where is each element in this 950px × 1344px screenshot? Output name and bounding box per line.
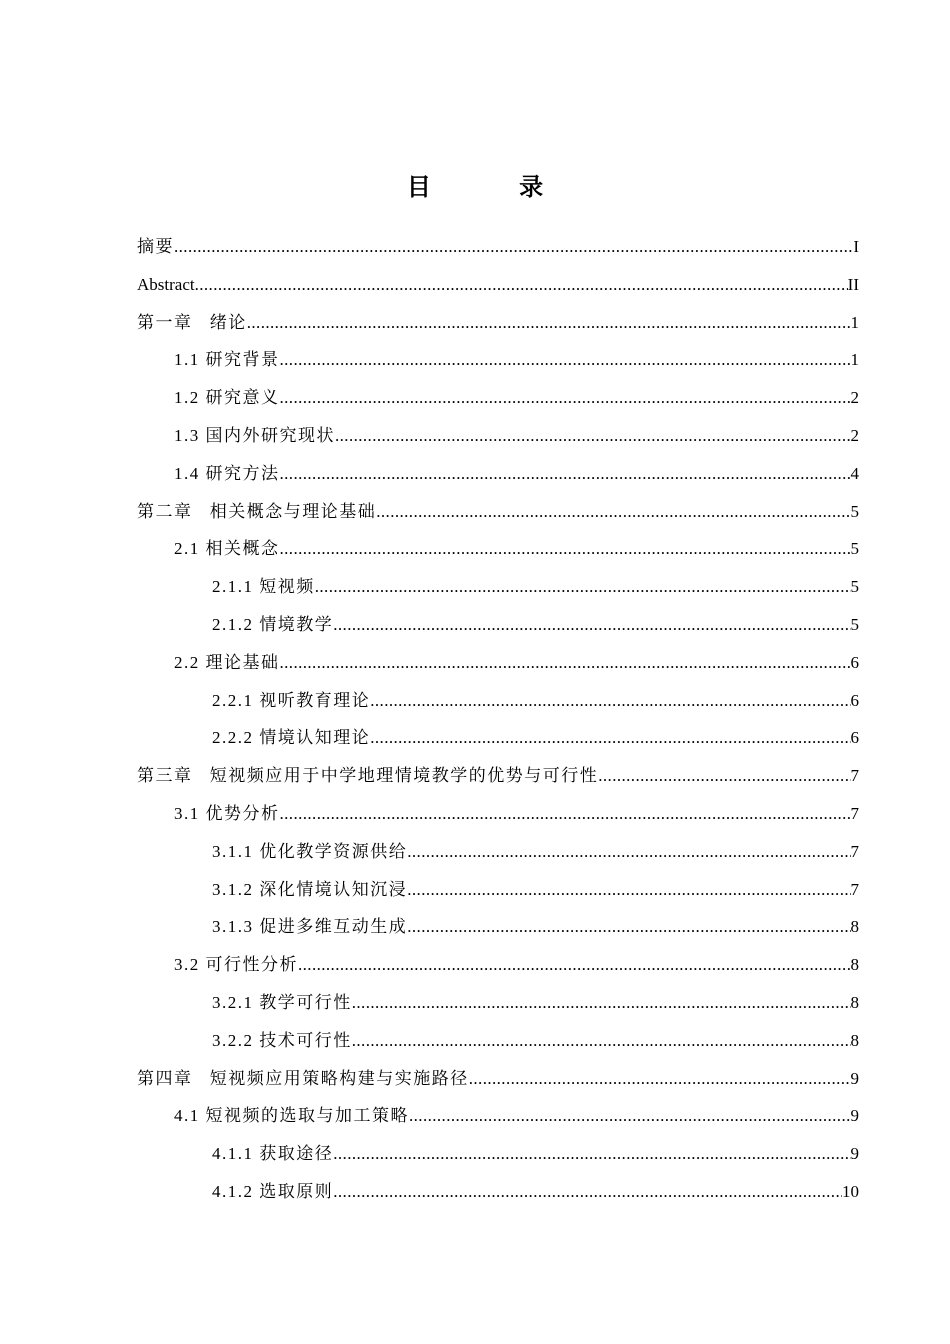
toc-entry[interactable] [137,341,859,379]
toc-entry[interactable] [137,304,859,342]
toc-entry-page-number: 8 [850,1030,859,1050]
toc-entry-page-number: 5 [850,501,859,521]
toc-dot-leader [370,719,850,757]
toc-entry-page-number: 4 [850,463,859,483]
toc-dot-leader [469,1060,851,1098]
toc-entry[interactable] [137,493,859,531]
toc-entry-page-number: 2 [850,388,859,408]
toc-entry-page-number: 9 [850,1144,859,1164]
toc-dot-leader [352,984,851,1022]
toc-entry-page-number: 6 [850,652,859,672]
toc-entry-label: 3.2.1 教学可行性 [212,992,352,1012]
toc-dot-leader [598,757,850,795]
toc-entry[interactable] [137,455,859,493]
toc-dot-leader [333,1135,850,1173]
toc-entry[interactable] [137,984,859,1022]
toc-dot-leader [376,493,850,531]
toc-entry[interactable] [137,1060,859,1098]
toc-entry-page-number: 9 [850,1068,859,1088]
toc-entry[interactable] [137,871,859,909]
toc-entry-page-number: 1 [850,312,859,332]
toc-entry-label: 2.2.2 情境认知理论 [212,728,371,748]
toc-entry[interactable] [137,266,859,304]
toc-entry-label: 摘要 [137,237,174,256]
toc-dot-leader [280,341,851,379]
toc-dot-leader [315,568,851,606]
toc-dot-leader [280,644,851,682]
toc-entry[interactable] [137,682,859,720]
toc-entry-label: 3.2.2 技术可行性 [212,1030,352,1050]
toc-entry-label: 3.2 可行性分析 [174,955,298,975]
toc-entry[interactable] [137,795,859,833]
toc-dot-leader [407,871,850,909]
toc-entry-label: 1.1 研究背景 [174,350,280,370]
toc-dot-leader [333,606,850,644]
toc-entry[interactable] [137,606,859,644]
toc-dot-leader [409,1097,851,1135]
toc-entry-page-number: 1 [850,350,859,370]
toc-dot-leader [195,266,848,304]
toc-entry[interactable] [137,530,859,568]
toc-entry-page-number: 7 [850,766,859,786]
toc-dot-leader [280,455,851,493]
toc-entry-label: 2.1 相关概念 [174,539,280,559]
toc-entry-label: 3.1.2 深化情境认知沉浸 [212,879,408,899]
toc-dot-leader [280,379,851,417]
toc-entry[interactable] [137,1173,859,1211]
toc-entry-page-number: 6 [850,690,859,710]
toc-entry-page-number: 10 [842,1181,859,1201]
toc-entry-page-number: 7 [850,803,859,823]
toc-entry-label: 4.1.2 选取原则 [212,1181,334,1201]
toc-entry-label: Abstract [137,274,195,294]
toc-dot-leader [280,795,851,833]
toc-entry[interactable] [137,228,859,266]
toc-entry[interactable] [137,908,859,946]
toc-entry-page-number: II [847,274,859,294]
toc-entry-label: 2.1.2 情境教学 [212,614,334,634]
toc-entry-label: 2.2.1 视听教育理论 [212,690,371,710]
toc-entry-page-number: 9 [850,1106,859,1126]
toc-entry[interactable] [137,644,859,682]
toc-entry[interactable] [137,568,859,606]
toc-dot-leader [407,908,850,946]
toc-dot-leader [407,833,850,871]
toc-entry-label: 4.1.1 获取途径 [212,1144,334,1164]
toc-entry-page-number: I [853,237,859,256]
toc-entry-page-number: 8 [850,992,859,1012]
toc-entry-page-number: 2 [850,425,859,445]
toc-entry-label: 4.1 短视频的选取与加工策略 [174,1106,409,1126]
toc-entry-label: 第一章 绪论 [137,312,247,332]
toc-dot-leader [352,1022,851,1060]
toc-entry-page-number: 5 [850,577,859,597]
toc-entry-label: 第三章 短视频应用于中学地理情境教学的优势与可行性 [137,766,599,786]
toc-entry[interactable] [137,379,859,417]
toc-entry[interactable] [137,1097,859,1135]
toc-dot-leader [174,228,853,266]
toc-entry-page-number: 6 [850,728,859,748]
toc-entry-page-number: 5 [850,539,859,559]
toc-entry-page-number: 5 [850,614,859,634]
toc-entry[interactable] [137,757,859,795]
toc-entry[interactable] [137,719,859,757]
toc-entry[interactable] [137,417,859,455]
toc-entry-label: 2.1.1 短视频 [212,577,315,597]
toc-entry-page-number: 7 [850,841,859,861]
table-of-contents [137,228,859,1211]
toc-entry[interactable] [137,946,859,984]
toc-dot-leader [370,682,850,720]
toc-entry-label: 第二章 相关概念与理论基础 [137,501,377,521]
toc-dot-leader [247,304,851,342]
toc-entry-label: 1.4 研究方法 [174,463,280,483]
page-title: 目 录 [406,173,584,201]
toc-entry-label: 3.1.3 促进多维互动生成 [212,917,408,937]
toc-entry-label: 1.3 国内外研究现状 [174,425,335,445]
toc-entry[interactable] [137,1135,859,1173]
toc-entry[interactable] [137,833,859,871]
toc-entry-label: 3.1.1 优化教学资源供给 [212,841,408,861]
toc-dot-leader [280,530,851,568]
toc-dot-leader [333,1173,842,1211]
toc-entry-label: 2.2 理论基础 [174,652,280,672]
toc-entry-label: 1.2 研究意义 [174,388,280,408]
toc-entry-label: 3.1 优势分析 [174,803,280,823]
toc-dot-leader [335,417,851,455]
toc-entry[interactable] [137,1022,859,1060]
toc-dot-leader [298,946,851,984]
toc-entry-page-number: 7 [850,879,859,899]
toc-entry-label: 第四章 短视频应用策略构建与实施路径 [137,1068,469,1088]
toc-entry-page-number: 8 [850,955,859,975]
toc-entry-page-number: 8 [850,917,859,937]
